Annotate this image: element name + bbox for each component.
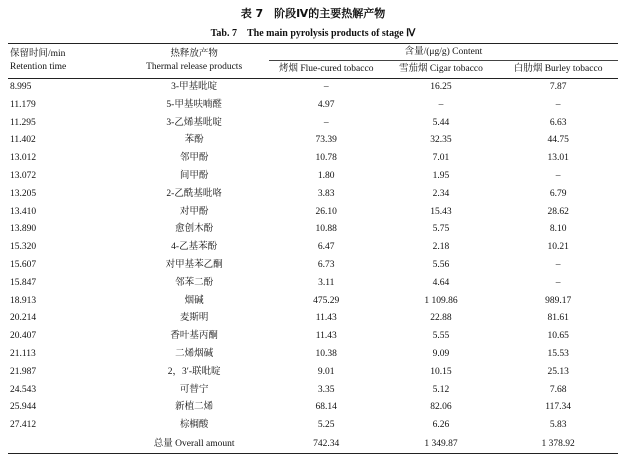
header-products [119,44,268,79]
cell-flue-cured: 10.38 [315,348,337,359]
cell-flue-cured: 68.14 [315,402,337,413]
cell-cigar: 5.55 [432,331,450,342]
cell-flue-cured: 5.25 [317,420,335,431]
cell-product: 香叶基丙酮 [170,331,218,342]
table-row [8,346,618,364]
cell-burley: 117.34 [545,402,572,413]
table-row [8,168,618,186]
cell-burley: 6.79 [549,188,567,199]
cell-cigar: 16.25 [430,82,452,92]
cell-cigar: 82.06 [430,402,452,413]
cell-retention-time: 13.205 [10,188,37,199]
cell-product: 二烯烟碱 [175,348,214,359]
cell-retention-time: 13.072 [10,170,37,181]
cell-cigar: 5.12 [432,384,450,395]
cell-burley: 44.75 [547,135,569,146]
cell-burley: – [555,99,561,110]
cell-flue-cured: 73.39 [315,135,337,146]
table-row [8,79,618,97]
table-row [8,293,618,311]
cell-burley: 10.65 [547,331,569,342]
cell-product: 2，3′-联吡啶 [167,366,221,377]
table-row [8,364,618,382]
cell-product: 新植二烯 [175,402,214,413]
cell-retention-time: 11.295 [10,117,36,128]
cell-product: 3-甲基吡啶 [171,82,218,92]
table-row [8,310,618,328]
total-row [8,435,618,454]
cell-retention-time: 11.179 [10,99,36,110]
table-row [8,150,618,168]
cell-product: 苯酚 [184,135,204,146]
cell-flue-cured: 10.88 [315,224,337,235]
pyrolysis-products-table [8,43,618,454]
header-retention-time [8,44,119,79]
cell-burley: – [555,259,561,270]
table-title-cn: 表 7 阶段Ⅳ的主要热解产物 [240,7,386,20]
header-flue-cured: 烤烟 Flue-cured tobacco [279,64,374,74]
cell-burley: 25.13 [547,366,569,377]
cell-cigar: 4.64 [432,277,450,288]
cell-retention-time: 27.412 [10,420,37,431]
cell-burley: 13.01 [547,153,569,164]
cell-cigar: 6.26 [432,420,450,431]
cell-flue-cured: 4.97 [317,99,335,110]
cell-burley: 7.68 [549,384,567,395]
cell-flue-cured: 3.35 [317,384,335,395]
cell-cigar: 15.43 [430,206,452,217]
cell-flue-cured: 10.78 [315,153,337,164]
cell-retention-time: 21.113 [10,348,36,359]
cell-product: 对甲基苯乙酮 [165,259,223,270]
header-product-en: Thermal release products [146,62,243,72]
cell-burley: 5.83 [549,420,567,431]
table-row [8,186,618,204]
cell-burley: 6.63 [549,117,567,128]
cell-product: 棕榈酸 [179,420,209,431]
table-row [8,204,618,222]
total-burley: 1 378.92 [541,438,575,449]
cell-flue-cured: 1.80 [317,170,335,181]
table-row [8,239,618,257]
cell-flue-cured: 6.47 [317,242,335,253]
cell-cigar: 10.15 [430,366,452,377]
cell-flue-cured: – [323,117,329,128]
table-row [8,275,618,293]
cell-retention-time: 15.320 [10,242,37,253]
cell-product: 愈创木酚 [175,224,214,235]
cell-retention-time: 24.543 [10,384,37,395]
cell-burley: – [555,170,561,181]
total-cigar: 1 349.87 [424,438,458,449]
cell-flue-cured: 3.11 [318,277,335,288]
cell-flue-cured: 26.10 [315,206,337,217]
cell-retention-time: 11.402 [10,135,36,146]
table-row [8,221,618,239]
cell-product: 邻甲酚 [179,153,209,164]
header-content: 含量/(μg/g) Content [269,44,618,61]
cell-cigar: 5.44 [432,117,450,128]
total-flue-cured: 742.34 [313,438,340,449]
cell-product: 5-甲基呋喃醛 [166,99,222,110]
cell-retention-time: 13.410 [10,206,37,217]
cell-product: 间甲酚 [179,170,209,181]
cell-flue-cured: 6.73 [317,259,335,270]
table-body [8,79,618,435]
cell-retention-time: 18.913 [10,295,37,306]
table-title-en: Tab. 7 The main pyrolysis products of stage Ⅳ [210,28,416,39]
cell-flue-cured: – [323,82,329,92]
cell-cigar: 2.18 [432,242,450,253]
cell-retention-time: 15.607 [10,259,37,270]
cell-product: 烟碱 [184,295,204,306]
cell-flue-cured: 475.29 [313,295,340,306]
cell-cigar: 1 109.86 [424,295,458,306]
cell-product: 2-乙酰基吡咯 [166,188,222,199]
table-row [8,417,618,435]
cell-flue-cured: 9.01 [317,366,335,377]
cell-cigar: 5.56 [432,259,450,270]
header-burley: 白肋烟 Burley tobacco [513,64,603,74]
cell-cigar: 32.35 [430,135,452,146]
cell-retention-time: 20.407 [10,331,37,342]
header-product-cn: 热释放产物 [170,49,218,59]
cell-burley: 7.87 [549,82,567,92]
cell-cigar: 7.01 [432,153,450,164]
cell-burley: 28.62 [547,206,569,217]
cell-burley: 989.17 [545,295,572,306]
cell-retention-time: 15.847 [10,277,37,288]
cell-cigar: 2.34 [432,188,450,199]
cell-retention-time: 8.995 [10,82,32,92]
cell-product: 邻苯二酚 [175,277,214,288]
cell-retention-time: 21.987 [10,366,37,377]
table-row [8,97,618,115]
cell-product: 麦斯明 [179,313,209,324]
cell-burley: 81.61 [547,313,569,324]
table-row [8,382,618,400]
cell-cigar: – [438,99,444,110]
cell-retention-time: 13.012 [10,153,37,164]
cell-cigar: 22.88 [430,313,452,324]
table-row [8,399,618,417]
cell-product: 对甲酚 [179,206,209,217]
cell-retention-time: 25.944 [10,402,37,413]
cell-product: 3-乙烯基吡啶 [166,117,222,128]
cell-flue-cured: 11.43 [315,313,337,324]
header-time-cn: 保留时间/min [10,49,66,59]
header-time-en: Retention time [10,62,67,72]
header-cigar: 雪茄烟 Cigar tobacco [399,64,483,74]
cell-cigar: 1.95 [432,170,450,181]
cell-flue-cured: 11.43 [315,331,337,342]
cell-product: 4-乙基苯酚 [171,242,218,253]
cell-burley: – [555,277,561,288]
table-row [8,257,618,275]
cell-cigar: 5.75 [432,224,450,235]
cell-product: 可替宁 [179,384,209,395]
cell-cigar: 9.09 [432,348,450,359]
table-row [8,115,618,133]
cell-flue-cured: 3.83 [317,188,335,199]
cell-retention-time: 20.214 [10,313,37,324]
cell-burley: 15.53 [547,348,569,359]
cell-retention-time: 13.890 [10,224,37,235]
cell-burley: 10.21 [547,242,569,253]
table-row [8,132,618,150]
total-label: 总量 Overall amount [153,438,235,449]
table-row [8,328,618,346]
cell-burley: 8.10 [549,224,567,235]
